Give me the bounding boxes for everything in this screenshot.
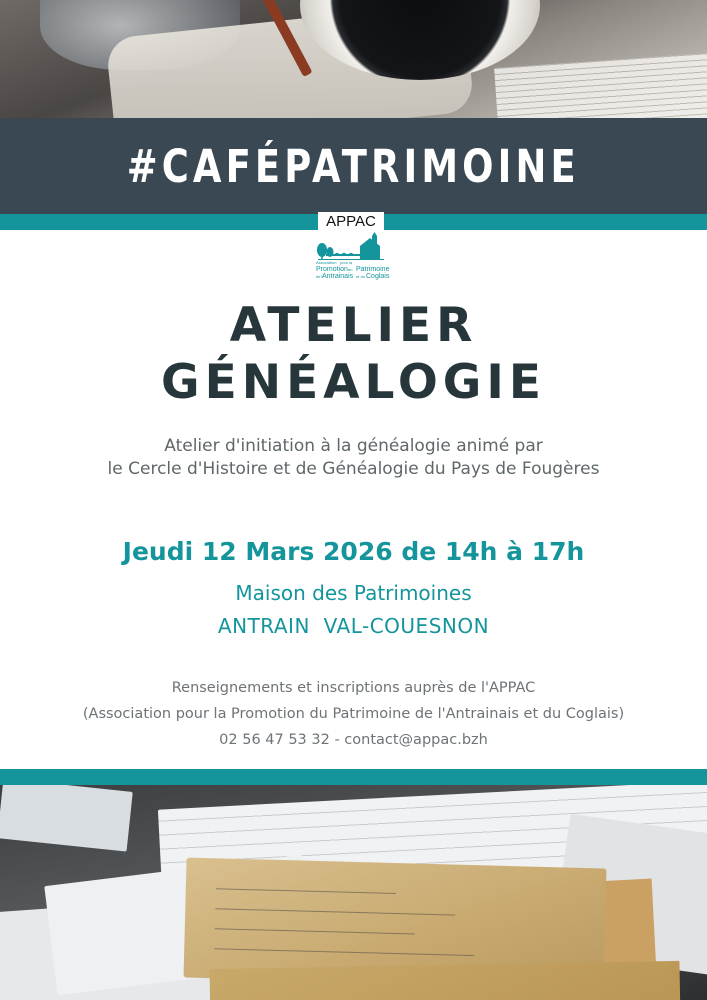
header-photo-coffee bbox=[0, 0, 707, 118]
hashtag-band bbox=[0, 118, 707, 214]
logo-text-pourla: pour la bbox=[340, 260, 353, 265]
appac-logo bbox=[314, 212, 389, 284]
contact-line-3: 02 56 47 53 32 - contact@appac.bzh bbox=[219, 732, 488, 748]
event-town: ANTRAIN VAL-COUESNON bbox=[217, 614, 490, 638]
church-landscape-icon bbox=[316, 232, 386, 260]
logo-text-etdu: et du bbox=[356, 274, 365, 279]
ink-line bbox=[215, 928, 415, 934]
logo-text-coglais: Coglais bbox=[366, 273, 390, 280]
description-line-1: Atelier d'initiation à la généalogie animé par bbox=[164, 436, 543, 456]
ink-line bbox=[214, 948, 474, 956]
hashtag-title: #CAFÉPATRIMOINE bbox=[126, 139, 581, 193]
divider-bar-bottom bbox=[0, 769, 707, 785]
logo-text-del: de l' bbox=[316, 274, 324, 279]
ink-line bbox=[215, 908, 455, 915]
logo-text-association: Association bbox=[316, 260, 337, 265]
event-date: Jeudi 12 Mars 2026 de 14h à 17h bbox=[122, 537, 585, 566]
footer-photo-documents bbox=[0, 785, 707, 1000]
newspaper-shape bbox=[494, 52, 707, 118]
title-line-2: GÉNÉALOGIE bbox=[161, 355, 546, 410]
logo-text-patrimoine: Patrimoine bbox=[356, 266, 390, 273]
contact-line-2: (Association pour la Promotion du Patrimoine de l'Antrainais et du Coglais) bbox=[82, 706, 625, 722]
description-line-2: le Cercle d'Histoire et de Généalogie du Pays de Fougères bbox=[107, 459, 600, 479]
logo-text bbox=[316, 260, 388, 286]
title-line-1: ATELIER bbox=[229, 298, 478, 353]
logo-text-promotion: Promotion bbox=[316, 266, 348, 273]
logo-text-du: du bbox=[348, 267, 353, 272]
logo-label: APPAC bbox=[318, 212, 384, 231]
document-shape bbox=[0, 785, 133, 852]
logo-text-antrainais: Antrainais bbox=[322, 273, 354, 280]
ink-line bbox=[216, 888, 396, 894]
contact-line-1: Renseignements et inscriptions auprès de l'APPAC bbox=[171, 680, 536, 696]
event-venue: Maison des Patrimoines bbox=[235, 581, 472, 605]
